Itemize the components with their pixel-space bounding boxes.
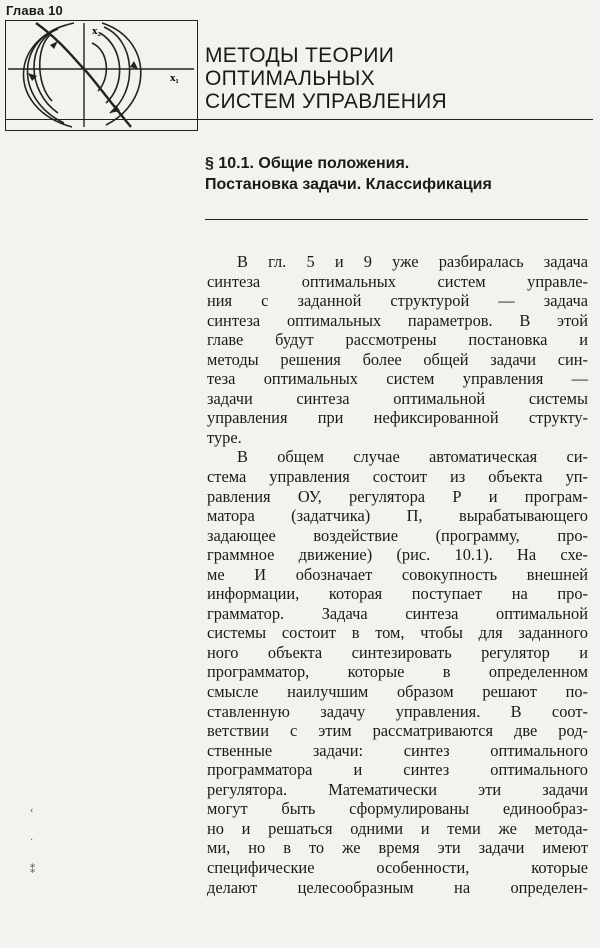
- text-line: задающее воздействие (программу, про-: [207, 525, 588, 545]
- text-line: грамматор. Задача синтеза оптимальной: [207, 603, 588, 623]
- text-line: теза оптимальных систем управления —: [207, 369, 588, 389]
- text-line: управления при нефиксированной структу-: [207, 408, 588, 428]
- section-heading-line: Постановка задачи. Классификация: [205, 176, 492, 193]
- margin-mark: ·: [30, 835, 34, 846]
- section-heading-line: § 10.1. Общие положения.: [205, 155, 410, 172]
- chapter-title-line: МЕТОДЫ ТЕОРИИ: [205, 44, 395, 67]
- text-line: регулятора. Математически эти задачи: [207, 779, 588, 799]
- text-line: граммное движение) (рис. 10.1). На схе-: [207, 545, 588, 565]
- text-line: ветствии с этим рассматриваются две род-: [207, 721, 588, 741]
- text-line: специфические особенности, которые: [207, 857, 588, 877]
- chapter-title-line: СИСТЕМ УПРАВЛЕНИЯ: [205, 90, 448, 113]
- text-line: но и решаться одними и теми же метода-: [207, 818, 588, 838]
- paragraph-2: [207, 447, 588, 897]
- x1-axis-label: x₁: [170, 72, 179, 84]
- text-line: смысле наилучшим образом решают по-: [207, 682, 588, 702]
- text-line: ственные задачи: синтез оптимального: [207, 740, 588, 760]
- paragraph-1: [207, 252, 588, 447]
- text-line: В гл. 5 и 9 уже разбиралась задача: [237, 252, 588, 271]
- body-text: [207, 252, 588, 897]
- chapter-title: [205, 44, 447, 113]
- section-heading: [205, 153, 492, 195]
- margin-mark: ‹: [30, 805, 34, 816]
- text-line: ми, но в то же время эти задачи имеют: [207, 838, 588, 858]
- phase-portrait-graphic: [6, 21, 196, 129]
- text-line: ного объекта синтезировать регулятор и: [207, 642, 588, 662]
- text-line: ставленную задачу управления. В соот-: [207, 701, 588, 721]
- text-line: системы состоит в том, чтобы для заданного: [207, 623, 588, 643]
- text-line: программатор, которые в определенном: [207, 662, 588, 682]
- chapter-label: Глава 10: [6, 3, 63, 18]
- chapter-title-line: ОПТИМАЛЬНЫХ: [205, 67, 375, 90]
- text-line: информации, которая поступает на про-: [207, 584, 588, 604]
- text-line: матора (задатчика) П, вырабатывающего: [207, 506, 588, 526]
- text-line: делают целесообразным на определен-: [207, 877, 588, 897]
- text-line: стема управления состоит из объекта уп-: [207, 467, 588, 487]
- x2-axis-label: x₂: [92, 25, 101, 37]
- text-line: равления ОУ, регулятора Р и програм-: [207, 486, 588, 506]
- margin-mark: ⁑: [30, 865, 35, 876]
- text-line: могут быть сформулированы единообраз-: [207, 799, 588, 819]
- text-line: задачи синтеза оптимальной системы: [207, 388, 588, 408]
- trajectory-arrows: [28, 41, 138, 113]
- text-line: туре.: [207, 427, 242, 447]
- phase-trajectories: [23, 23, 140, 127]
- title-underline: [5, 119, 593, 120]
- text-line: синтеза оптимальных параметров. В этой: [207, 310, 588, 330]
- text-line: программатора и синтез оптимального: [207, 760, 588, 780]
- text-line: главе будут рассмотрены постановка и: [207, 330, 588, 350]
- margin-marks: [30, 796, 35, 886]
- text-line: ме И обозначает совокупность внешней: [207, 564, 588, 584]
- text-line: синтеза оптимальных систем управле-: [207, 271, 588, 291]
- text-line: методы решения более общей задачи син-: [207, 349, 588, 369]
- text-line: ния с заданной структурой — задача: [207, 291, 588, 311]
- section-divider: [205, 219, 588, 220]
- text-line: В общем случае автоматическая си-: [237, 447, 588, 467]
- chapter-emblem: [5, 20, 198, 131]
